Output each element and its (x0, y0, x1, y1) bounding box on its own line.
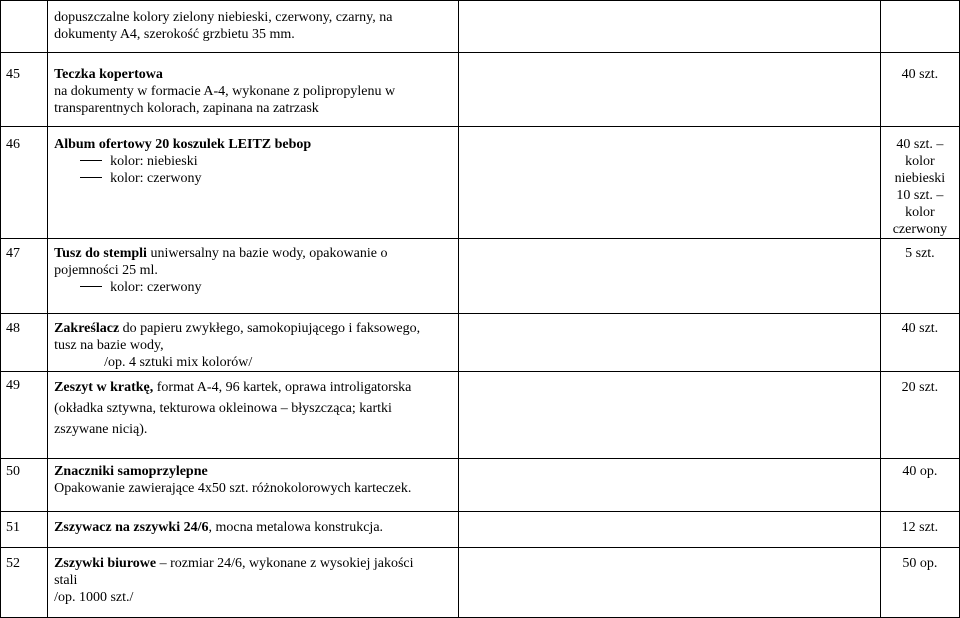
row-description (48, 459, 459, 512)
item-title-rest: do papieru zwykłego, samokopiującego i faksowego, (119, 321, 421, 336)
row-description (48, 512, 459, 548)
row-quantity: 40 op. (880, 459, 959, 512)
description-line: tusz na bazie wody, (54, 338, 164, 353)
description-line: dokumenty A4, szerokość grzbietu 35 mm. (54, 27, 295, 42)
option-label: kolor: czerwony (110, 171, 202, 186)
description-line: pojemności 25 ml. (54, 263, 158, 278)
row-description (48, 548, 459, 618)
item-title: Zeszyt w kratkę, (54, 380, 154, 395)
row-quantity: 40 szt. (880, 53, 959, 127)
description-line: (okładka sztywna, tekturowa okleinowa – błyszcząca; kartki (54, 401, 392, 416)
dash-icon (80, 177, 102, 178)
description-line: /op. 1000 szt./ (54, 590, 134, 605)
row-description (48, 127, 459, 239)
option-label: kolor: niebieski (110, 154, 198, 169)
empty-cell (458, 459, 880, 512)
table-row (1, 239, 960, 314)
item-title-rest: , mocna metalowa konstrukcja. (208, 520, 384, 535)
empty-cell (458, 127, 880, 239)
empty-cell (458, 314, 880, 372)
description-line: transparentnych kolorach, zapinana na zatrzask (54, 101, 319, 116)
empty-cell (458, 372, 880, 459)
quantity-line: 40 szt. – kolor (896, 137, 944, 169)
option-label: kolor: czerwony (110, 280, 202, 295)
description-line: Opakowanie zawierające 4x50 szt. różnokolorowych karteczek. (54, 481, 412, 496)
item-title: Zakreślacz (54, 321, 120, 336)
table-row (1, 459, 960, 512)
table-row (1, 548, 960, 618)
item-title: Zszywki biurowe (54, 556, 157, 571)
row-quantity: 20 szt. (880, 372, 959, 459)
table-row (1, 372, 960, 459)
empty-cell (458, 239, 880, 314)
description-line: stali (54, 573, 78, 588)
table-row (1, 1, 960, 53)
row-number: 51 (1, 512, 48, 548)
row-quantity: 40 szt. (880, 314, 959, 372)
row-description (48, 1, 459, 53)
row-number (1, 1, 48, 53)
table-row (1, 53, 960, 127)
dash-icon (80, 160, 102, 161)
empty-cell (458, 1, 880, 53)
row-description (48, 372, 459, 459)
quantity-line: czerwony (892, 222, 948, 237)
color-option (54, 170, 450, 187)
quantity-line: 10 szt. – kolor (896, 188, 944, 220)
item-title-rest: uniwersalny na bazie wody, opakowanie o (146, 246, 388, 261)
row-number: 49 (1, 372, 48, 459)
row-description (48, 239, 459, 314)
item-title: Teczka kopertowa (54, 67, 163, 82)
table-row (1, 127, 960, 239)
row-number: 50 (1, 459, 48, 512)
description-line: na dokumenty w formacie A-4, wykonane z polipropylenu w (54, 84, 396, 99)
description-line: /op. 4 sztuki mix kolorów/ (104, 355, 253, 370)
table-row (1, 314, 960, 372)
item-title: Album ofertowy 20 koszulek LEITZ bebop (54, 137, 312, 152)
item-title-rest: – rozmiar 24/6, wykonane z wysokiej jakości (156, 556, 414, 571)
row-number: 47 (1, 239, 48, 314)
row-quantity (880, 1, 959, 53)
empty-cell (458, 53, 880, 127)
description-line: dopuszczalne kolory zielony niebieski, czerwony, czarny, na (54, 10, 393, 25)
row-quantity: 50 op. (880, 548, 959, 618)
item-title-rest: format A-4, 96 kartek, oprawa introligatorska (153, 380, 412, 395)
dash-icon (80, 286, 102, 287)
table-row (1, 512, 960, 548)
quantity-line: niebieski (894, 171, 946, 186)
item-title: Tusz do stempli (54, 246, 147, 261)
description-line: zszywane nicią). (54, 422, 148, 437)
color-option (54, 279, 450, 296)
item-title: Zszywacz na zszywki 24/6 (54, 520, 209, 535)
empty-cell (458, 548, 880, 618)
color-option (54, 153, 450, 170)
empty-cell (458, 512, 880, 548)
row-number: 48 (1, 314, 48, 372)
row-description (48, 314, 459, 372)
row-quantity: 12 szt. (880, 512, 959, 548)
row-number: 45 (1, 53, 48, 127)
row-number: 46 (1, 127, 48, 239)
row-number: 52 (1, 548, 48, 618)
item-title: Znaczniki samoprzylepne (54, 464, 208, 479)
row-description (48, 53, 459, 127)
row-quantity (880, 127, 959, 239)
row-quantity: 5 szt. (880, 239, 959, 314)
